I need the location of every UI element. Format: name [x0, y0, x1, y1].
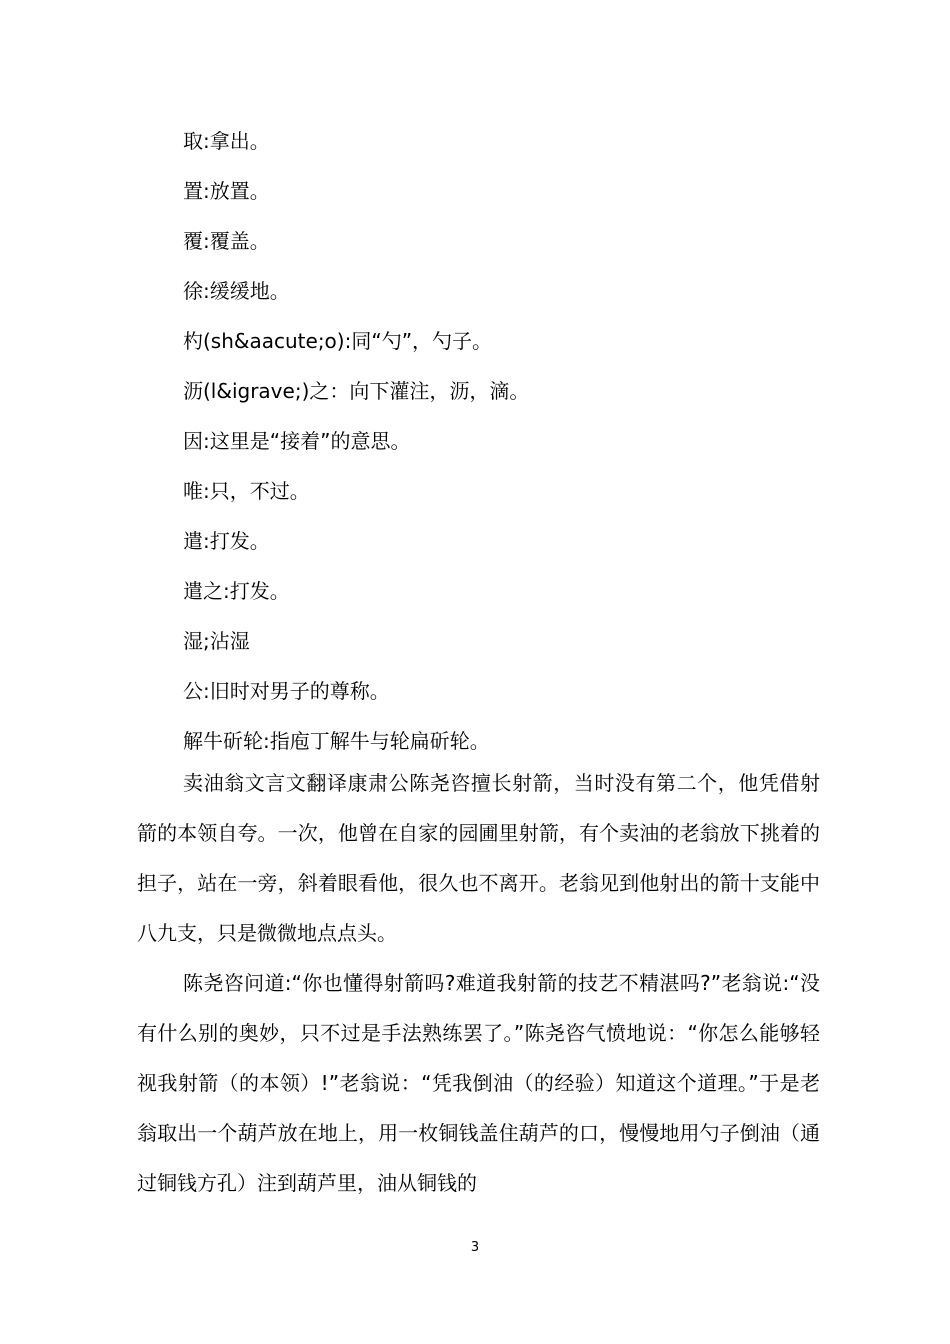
translation-paragraph: 陈尧咨问道:“你也懂得射箭吗?难道我射箭的技艺不精湛吗?”老翁说:“没有什么别的奥妙，只不过是手法熟练罢了。”陈尧咨气愤地说：“你怎么能够轻视我射箭（的本领）!”老翁说：“凭我倒油（的经验）知道这个道理。”于是老翁取出一个葫芦放在地上，用一枚铜钱盖住葫芦的口，慢慢地用勺子倒油（通过铜钱方孔）注到葫芦里，油从铜钱的 [137, 971, 820, 1195]
glossary-list [183, 116, 823, 766]
glossary-item: 湿;沾湿 [183, 629, 250, 653]
glossary-item: 杓(sh&aacute;o):同“勺”，勺子。 [183, 329, 493, 353]
glossary-item: 因:这里是“接着”的意思。 [183, 429, 411, 453]
translation-body [137, 758, 820, 1208]
glossary-item: 沥(l&igrave;)之：向下灌注，沥，滴。 [183, 379, 530, 403]
glossary-item: 唯:只，不过。 [183, 479, 310, 503]
glossary-item: 遣:打发。 [183, 529, 270, 553]
glossary-item: 徐:缓缓地。 [183, 279, 290, 303]
glossary-item: 覆:覆盖。 [183, 229, 270, 253]
translation-paragraph: 卖油翁文言文翻译康肃公陈尧咨擅长射箭，当时没有第二个，他凭借射箭的本领自夸。一次，他曾在自家的园圃里射箭，有个卖油的老翁放下挑着的担子，站在一旁，斜着眼看他，很久也不离开。老翁见到他射出的箭十支能中八九支，只是微微地点点头。 [137, 771, 820, 945]
page-number: 3 [470, 1240, 480, 1255]
glossary-item: 置:放置。 [183, 179, 270, 203]
glossary-item: 遣之:打发。 [183, 579, 290, 603]
glossary-item: 解牛斫轮:指庖丁解牛与轮扁斫轮。 [183, 729, 490, 753]
glossary-item: 取:拿出。 [183, 129, 270, 153]
glossary-item: 公:旧时对男子的尊称。 [183, 679, 390, 703]
